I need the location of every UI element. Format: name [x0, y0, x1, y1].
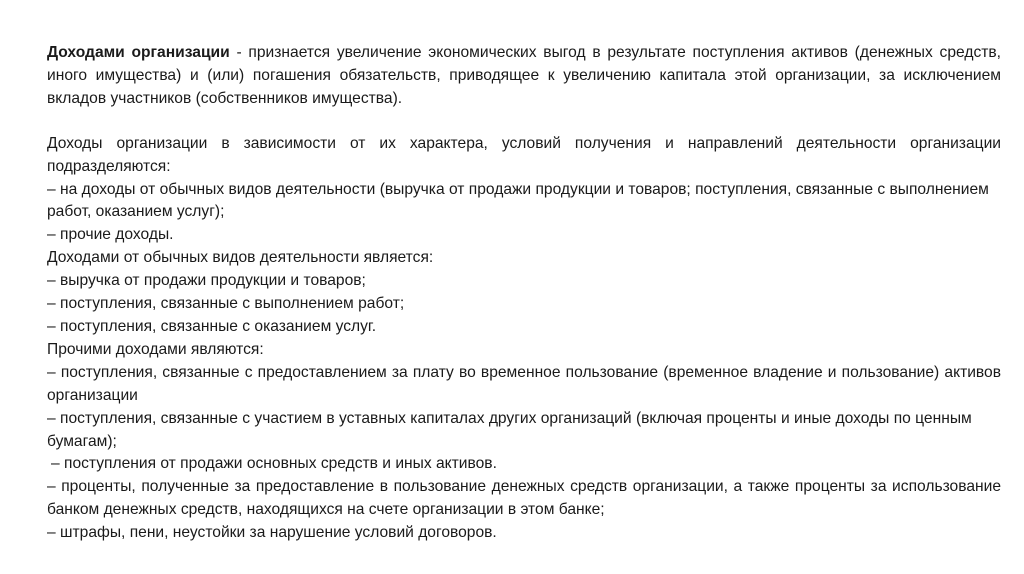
definition-term: Доходами организации: [47, 44, 230, 61]
other-income-heading: Прочими доходами являются:: [47, 340, 264, 358]
income-classification-intro: Доходы организации в зависимости от их характера, условий получения и направлений деятельности организации подразделяются:: [47, 134, 1001, 175]
ordinary-activities-item: – на доходы от обычных видов деятельности (выручка от продажи продукции и товаров; поступления, связанные с выполнением работ, оказанием услуг);: [47, 180, 989, 221]
other-income-item-asset-sales: – поступления от продажи основных средств и иных активов.: [51, 455, 497, 473]
ordinary-income-item-works: – поступления, связанные с выполнением работ;: [47, 295, 405, 313]
definition-paragraph: [47, 42, 1001, 111]
ordinary-income-item-sales: – выручка от продажи продукции и товаров;: [47, 272, 366, 290]
other-income-item-penalties: – штрафы, пени, неустойки за нарушение условий договоров.: [47, 524, 497, 542]
other-income-item-rent: – поступления, связанные с предоставлением за плату во временное пользование (временное владение и пользование) активов организации: [47, 363, 1001, 404]
ordinary-income-heading: Доходами от обычных видов деятельности является:: [47, 249, 434, 267]
ordinary-income-item-services: – поступления, связанные с оказанием услуг.: [47, 317, 377, 335]
definition-text: - признается увеличение экономических выгод в результате поступления активов (денежных средств, иного имущества) и (или) погашения обязательств, приводящее к увеличению капитала этой организации, за исключением вкладов участников (собственников имущества).: [47, 44, 1001, 107]
other-income-item: – прочие доходы.: [47, 226, 174, 244]
other-income-item-participation: – поступления, связанные с участием в уставных капиталах других организаций (включая проценты и иные доходы по ценным бумагам);: [47, 409, 972, 450]
slide-text: [47, 42, 1001, 545]
other-income-item-interest: – проценты, полученные за предоставление в пользование денежных средств организации, а также проценты за использование банком денежных средств, находящихся на счете организации в этом банке;: [47, 478, 1001, 519]
